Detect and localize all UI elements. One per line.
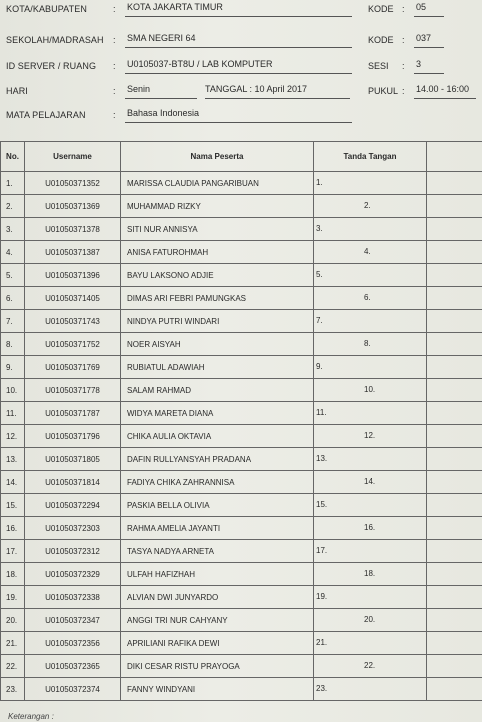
row-number: 23. — [1, 678, 25, 701]
sesi-label: SESI — [368, 61, 389, 71]
table-body — [1, 172, 482, 701]
row-username: U01050371805 — [25, 448, 121, 471]
table-row — [1, 195, 482, 218]
table-row — [1, 356, 482, 379]
signature-number: 4. — [364, 247, 371, 256]
table-row — [1, 241, 482, 264]
row-number: 12. — [1, 425, 25, 448]
server-value: U0105037-BT8U / LAB KOMPUTER — [125, 59, 352, 74]
row-username: U01050372303 — [25, 517, 121, 540]
row-number: 5. — [1, 264, 25, 287]
row-participant-name: NINDYA PUTRI WINDARI — [121, 310, 314, 333]
row-extra-cell — [427, 264, 482, 287]
row-number: 9. — [1, 356, 25, 379]
signature-number: 9. — [316, 362, 323, 371]
row-signature-cell — [314, 241, 427, 264]
row-number: 4. — [1, 241, 25, 264]
row-signature-cell — [314, 540, 427, 563]
colon: : — [113, 61, 116, 71]
row-participant-name: ALVIAN DWI JUNYARDO — [121, 586, 314, 609]
table-row — [1, 402, 482, 425]
table-row — [1, 517, 482, 540]
row-signature-cell — [314, 425, 427, 448]
col-header-username: Username — [25, 142, 121, 172]
signature-number: 8. — [364, 339, 371, 348]
row-participant-name: MUHAMMAD RIZKY — [121, 195, 314, 218]
row-participant-name: CHIKA AULIA OKTAVIA — [121, 425, 314, 448]
row-participant-name: DIKI CESAR RISTU PRAYOGA — [121, 655, 314, 678]
signature-number: 10. — [364, 385, 376, 394]
header-row-kota — [0, 2, 482, 20]
signature-number: 3. — [316, 224, 323, 233]
row-participant-name: APRILIANI RAFIKA DEWI — [121, 632, 314, 655]
row-extra-cell — [427, 425, 482, 448]
table-row — [1, 172, 482, 195]
table-row — [1, 310, 482, 333]
row-signature-cell — [314, 218, 427, 241]
signature-number: 21. — [316, 638, 328, 647]
row-signature-cell — [314, 356, 427, 379]
row-number: 15. — [1, 494, 25, 517]
row-participant-name: DAFIN RULLYANSYAH PRADANA — [121, 448, 314, 471]
row-username: U01050372347 — [25, 609, 121, 632]
kode2-label: KODE — [368, 35, 394, 45]
row-number: 6. — [1, 287, 25, 310]
row-participant-name: SITI NUR ANNISYA — [121, 218, 314, 241]
table-row — [1, 494, 482, 517]
row-extra-cell — [427, 356, 482, 379]
signature-number: 19. — [316, 592, 328, 601]
row-signature-cell — [314, 609, 427, 632]
row-extra-cell — [427, 241, 482, 264]
row-signature-cell — [314, 448, 427, 471]
mapel-label: MATA PELAJARAN — [6, 110, 86, 120]
signature-number: 16. — [364, 523, 376, 532]
table-header-row — [1, 142, 482, 172]
row-extra-cell — [427, 609, 482, 632]
header-row-server — [0, 59, 482, 77]
signature-number: 13. — [316, 454, 328, 463]
row-participant-name: ANISA FATUROHMAH — [121, 241, 314, 264]
header-row-mapel — [0, 108, 482, 126]
signature-number: 12. — [364, 431, 376, 440]
table-row — [1, 540, 482, 563]
row-number: 22. — [1, 655, 25, 678]
colon: : — [402, 86, 405, 96]
row-number: 18. — [1, 563, 25, 586]
row-extra-cell — [427, 563, 482, 586]
row-number: 7. — [1, 310, 25, 333]
table-row — [1, 218, 482, 241]
row-extra-cell — [427, 517, 482, 540]
row-signature-cell — [314, 471, 427, 494]
row-signature-cell — [314, 402, 427, 425]
row-number: 3. — [1, 218, 25, 241]
row-username: U01050371814 — [25, 471, 121, 494]
col-header-nama-peserta: Nama Peserta — [121, 142, 314, 172]
row-number: 13. — [1, 448, 25, 471]
sekolah-value: SMA NEGERI 64 — [125, 33, 352, 48]
row-participant-name: WIDYA MARETA DIANA — [121, 402, 314, 425]
hari-value: Senin — [125, 84, 197, 99]
table-row — [1, 678, 482, 701]
row-participant-name: DIMAS ARI FEBRI PAMUNGKAS — [121, 287, 314, 310]
sekolah-label: SEKOLAH/MADRASAH — [6, 35, 104, 45]
row-extra-cell — [427, 195, 482, 218]
table-row — [1, 471, 482, 494]
row-username: U01050371369 — [25, 195, 121, 218]
row-number: 17. — [1, 540, 25, 563]
row-username: U01050371378 — [25, 218, 121, 241]
row-username: U01050372312 — [25, 540, 121, 563]
col-header-extra — [427, 142, 482, 172]
tanggal-text: TANGGAL : 10 April 2017 — [205, 84, 350, 99]
colon: : — [402, 35, 405, 45]
row-extra-cell — [427, 632, 482, 655]
row-username: U01050371387 — [25, 241, 121, 264]
table-row — [1, 333, 482, 356]
row-username: U01050371787 — [25, 402, 121, 425]
row-username: U01050371796 — [25, 425, 121, 448]
row-participant-name: TASYA NADYA ARNETA — [121, 540, 314, 563]
header-row-hari — [0, 84, 482, 102]
kode2-value: 037 — [414, 33, 444, 48]
row-extra-cell — [427, 586, 482, 609]
row-signature-cell — [314, 264, 427, 287]
row-signature-cell — [314, 517, 427, 540]
row-participant-name: MARISSA CLAUDIA PANGARIBUAN — [121, 172, 314, 195]
row-signature-cell — [314, 310, 427, 333]
kode1-label: KODE — [368, 4, 394, 14]
table-row — [1, 655, 482, 678]
table-row — [1, 287, 482, 310]
colon: : — [113, 4, 116, 14]
table-row — [1, 379, 482, 402]
row-participant-name: PASKIA BELLA OLIVIA — [121, 494, 314, 517]
row-extra-cell — [427, 333, 482, 356]
signature-number: 15. — [316, 500, 328, 509]
row-username: U01050372338 — [25, 586, 121, 609]
row-extra-cell — [427, 540, 482, 563]
row-username: U01050372374 — [25, 678, 121, 701]
row-participant-name: ANGGI TRI NUR CAHYANY — [121, 609, 314, 632]
row-signature-cell — [314, 586, 427, 609]
row-extra-cell — [427, 471, 482, 494]
table-row — [1, 448, 482, 471]
row-signature-cell — [314, 172, 427, 195]
signature-number: 11. — [316, 408, 327, 417]
server-label: ID SERVER / RUANG — [6, 61, 97, 71]
row-signature-cell — [314, 678, 427, 701]
row-number: 1. — [1, 172, 25, 195]
row-extra-cell — [427, 172, 482, 195]
signature-number: 7. — [316, 316, 323, 325]
colon: : — [113, 110, 116, 120]
row-number: 2. — [1, 195, 25, 218]
colon: : — [113, 86, 116, 96]
row-participant-name: SALAM RAHMAD — [121, 379, 314, 402]
row-username: U01050372365 — [25, 655, 121, 678]
row-username: U01050371752 — [25, 333, 121, 356]
signature-number: 2. — [364, 201, 371, 210]
row-username: U01050371743 — [25, 310, 121, 333]
row-extra-cell — [427, 402, 482, 425]
row-username: U01050371396 — [25, 264, 121, 287]
row-participant-name: FANNY WINDYANI — [121, 678, 314, 701]
row-extra-cell — [427, 218, 482, 241]
row-extra-cell — [427, 287, 482, 310]
signature-number: 23. — [316, 684, 328, 693]
table-row — [1, 264, 482, 287]
signature-number: 18. — [364, 569, 376, 578]
colon: : — [113, 35, 116, 45]
row-signature-cell — [314, 655, 427, 678]
col-header-tanda-tangan: Tanda Tangan — [314, 142, 427, 172]
table-row — [1, 632, 482, 655]
pukul-value: 14.00 - 16:00 — [414, 84, 476, 99]
table-row — [1, 425, 482, 448]
kota-label: KOTA/KABUPATEN — [6, 4, 87, 14]
row-number: 16. — [1, 517, 25, 540]
signature-number: 5. — [316, 270, 323, 279]
row-number: 21. — [1, 632, 25, 655]
row-participant-name: NOER AISYAH — [121, 333, 314, 356]
row-signature-cell — [314, 379, 427, 402]
row-number: 8. — [1, 333, 25, 356]
colon: : — [402, 61, 405, 71]
row-signature-cell — [314, 333, 427, 356]
kode1-value: 05 — [414, 2, 444, 17]
row-participant-name: ULFAH HAFIZHAH — [121, 563, 314, 586]
signature-number: 22. — [364, 661, 376, 670]
row-username: U01050371405 — [25, 287, 121, 310]
row-participant-name: RAHMA AMELIA JAYANTI — [121, 517, 314, 540]
row-extra-cell — [427, 494, 482, 517]
signature-number: 1. — [316, 178, 323, 187]
row-username: U01050371778 — [25, 379, 121, 402]
row-signature-cell — [314, 563, 427, 586]
col-header-no: No. — [1, 142, 25, 172]
row-signature-cell — [314, 632, 427, 655]
row-signature-cell — [314, 195, 427, 218]
signature-number: 17. — [316, 546, 328, 555]
table-row — [1, 609, 482, 632]
sesi-value: 3 — [414, 59, 444, 74]
kota-value: KOTA JAKARTA TIMUR — [125, 2, 352, 17]
row-number: 14. — [1, 471, 25, 494]
signature-number: 6. — [364, 293, 371, 302]
row-username: U01050372356 — [25, 632, 121, 655]
pukul-label: PUKUL — [368, 86, 399, 96]
row-username: U01050372294 — [25, 494, 121, 517]
row-extra-cell — [427, 448, 482, 471]
row-extra-cell — [427, 678, 482, 701]
row-extra-cell — [427, 379, 482, 402]
row-signature-cell — [314, 494, 427, 517]
signature-number: 20. — [364, 615, 376, 624]
row-participant-name: BAYU LAKSONO ADJIE — [121, 264, 314, 287]
attendance-table — [0, 141, 482, 701]
header-row-sekolah — [0, 33, 482, 51]
row-signature-cell — [314, 287, 427, 310]
row-username: U01050371352 — [25, 172, 121, 195]
colon: : — [402, 4, 405, 14]
row-participant-name: RUBIATUL ADAWIAH — [121, 356, 314, 379]
keterangan-note: Keterangan : — [8, 712, 54, 721]
table-row — [1, 586, 482, 609]
row-number: 19. — [1, 586, 25, 609]
signature-number: 14. — [364, 477, 376, 486]
row-username: U01050371769 — [25, 356, 121, 379]
mapel-value: Bahasa Indonesia — [125, 108, 352, 123]
row-number: 11. — [1, 402, 25, 425]
row-extra-cell — [427, 655, 482, 678]
hari-label: HARI — [6, 86, 28, 96]
row-username: U01050372329 — [25, 563, 121, 586]
row-extra-cell — [427, 310, 482, 333]
row-participant-name: FADIYA CHIKA ZAHRANNISA — [121, 471, 314, 494]
exam-header — [0, 0, 482, 140]
row-number: 20. — [1, 609, 25, 632]
row-number: 10. — [1, 379, 25, 402]
table-row — [1, 563, 482, 586]
